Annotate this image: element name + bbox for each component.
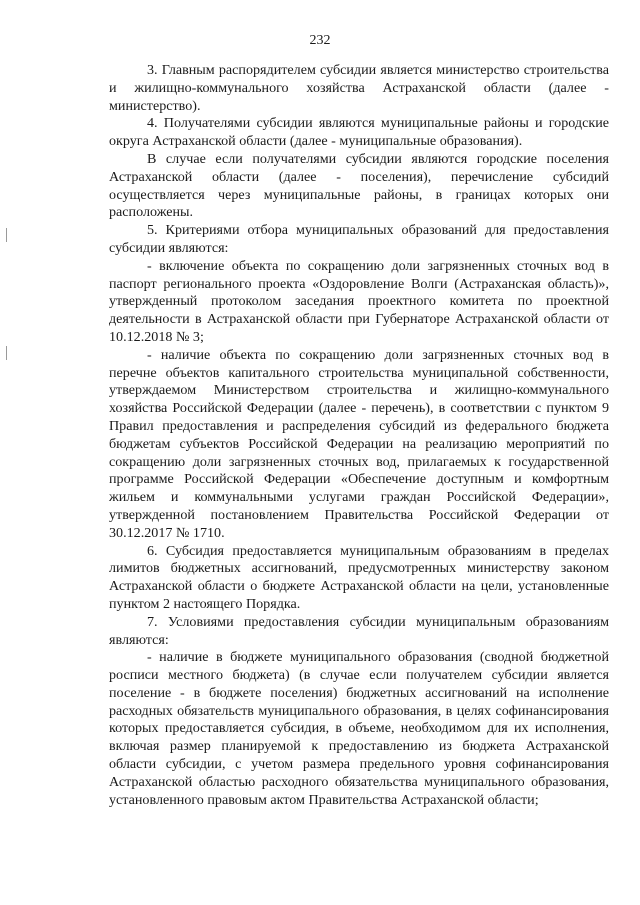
- document-body: [109, 62, 609, 809]
- paragraph-condition-1: - наличие в бюджете муниципального образования (сводной бюджетной росписи местного бюджета) (в случае если получателем субсидии является поселение - в бюджете поселения) бюджетных ассигнований на исполнение расходных обязательств муниципального образования, в целях софинансирования которых предоставляется субсидия, в объеме, необходимом для их исполнения, включая размер планируемой к предоставлению из бюджета Астраханской области субсидии, с учетом размера предельного уровня софинансирования Астраханской областью расходного обязательства муниципального образования, установленного правовым актом Правительства Астраханской области;: [109, 649, 609, 808]
- margin-mark: [6, 228, 7, 242]
- paragraph-criterion-2: - наличие объекта по сокращению доли загрязненных сточных вод в перечне объектов капитального строительства муниципальной собственности, утверждаемом Министерством строительства и жилищно-коммунального хозяйства Российской Федерации (далее - перечень), в соответствии с пунктом 9 Правил предоставления и распределения субсидий из федерального бюджета бюджетам субъектов Российской Федерации на реализацию мероприятий по сокращению доли загрязненных сточных вод, прилагаемых к государственной программе Российской Федерации «Обеспечение доступным и комфортным жильем и коммунальными услугами граждан Российской Федерации», утвержденной постановлением Правительства Российской Федерации от 30.12.2017 № 1710.: [109, 346, 609, 541]
- paragraph-criterion-1: - включение объекта по сокращению доли загрязненных сточных вод в паспорт регионального проекта «Оздоровление Волги (Астраханская область)», утвержденный протоколом заседания проектного комитета по проектной деятельности в Астраханской области при Губернаторе Астраханской области от 10.12.2018 № 3;: [109, 257, 609, 345]
- paragraph-item-5: 5. Критериями отбора муниципальных образований для предоставления субсидии являются:: [109, 222, 609, 256]
- page-number: 232: [309, 33, 331, 48]
- paragraph-item-4: 4. Получателями субсидии являются муниципальные районы и городские округа Астраханской области (далее - муниципальные образования).: [109, 115, 609, 150]
- paragraph-item-6: 6. Субсидия предоставляется муниципальным образованиям в пределах лимитов бюджетных ассигнований, предусмотренных министерству законом Астраханской области о бюджете Астраханской области на цели, установленные пунктом 2 настоящего Порядка.: [109, 542, 609, 612]
- paragraph-settlements: В случае если получателями субсидии являются городские поселения Астраханской области (далее - поселения), перечисление субсидий осуществляется через муниципальные районы, в границах которых они расположены.: [109, 150, 609, 221]
- paragraph-item-7: 7. Условиями предоставления субсидии муниципальным образованиям являются:: [109, 613, 609, 648]
- paragraph-item-3: 3. Главным распорядителем субсидии является министерство строительства и жилищно-коммунального хозяйства Астраханской области (далее - министерство).: [109, 62, 609, 114]
- margin-mark: [6, 346, 7, 360]
